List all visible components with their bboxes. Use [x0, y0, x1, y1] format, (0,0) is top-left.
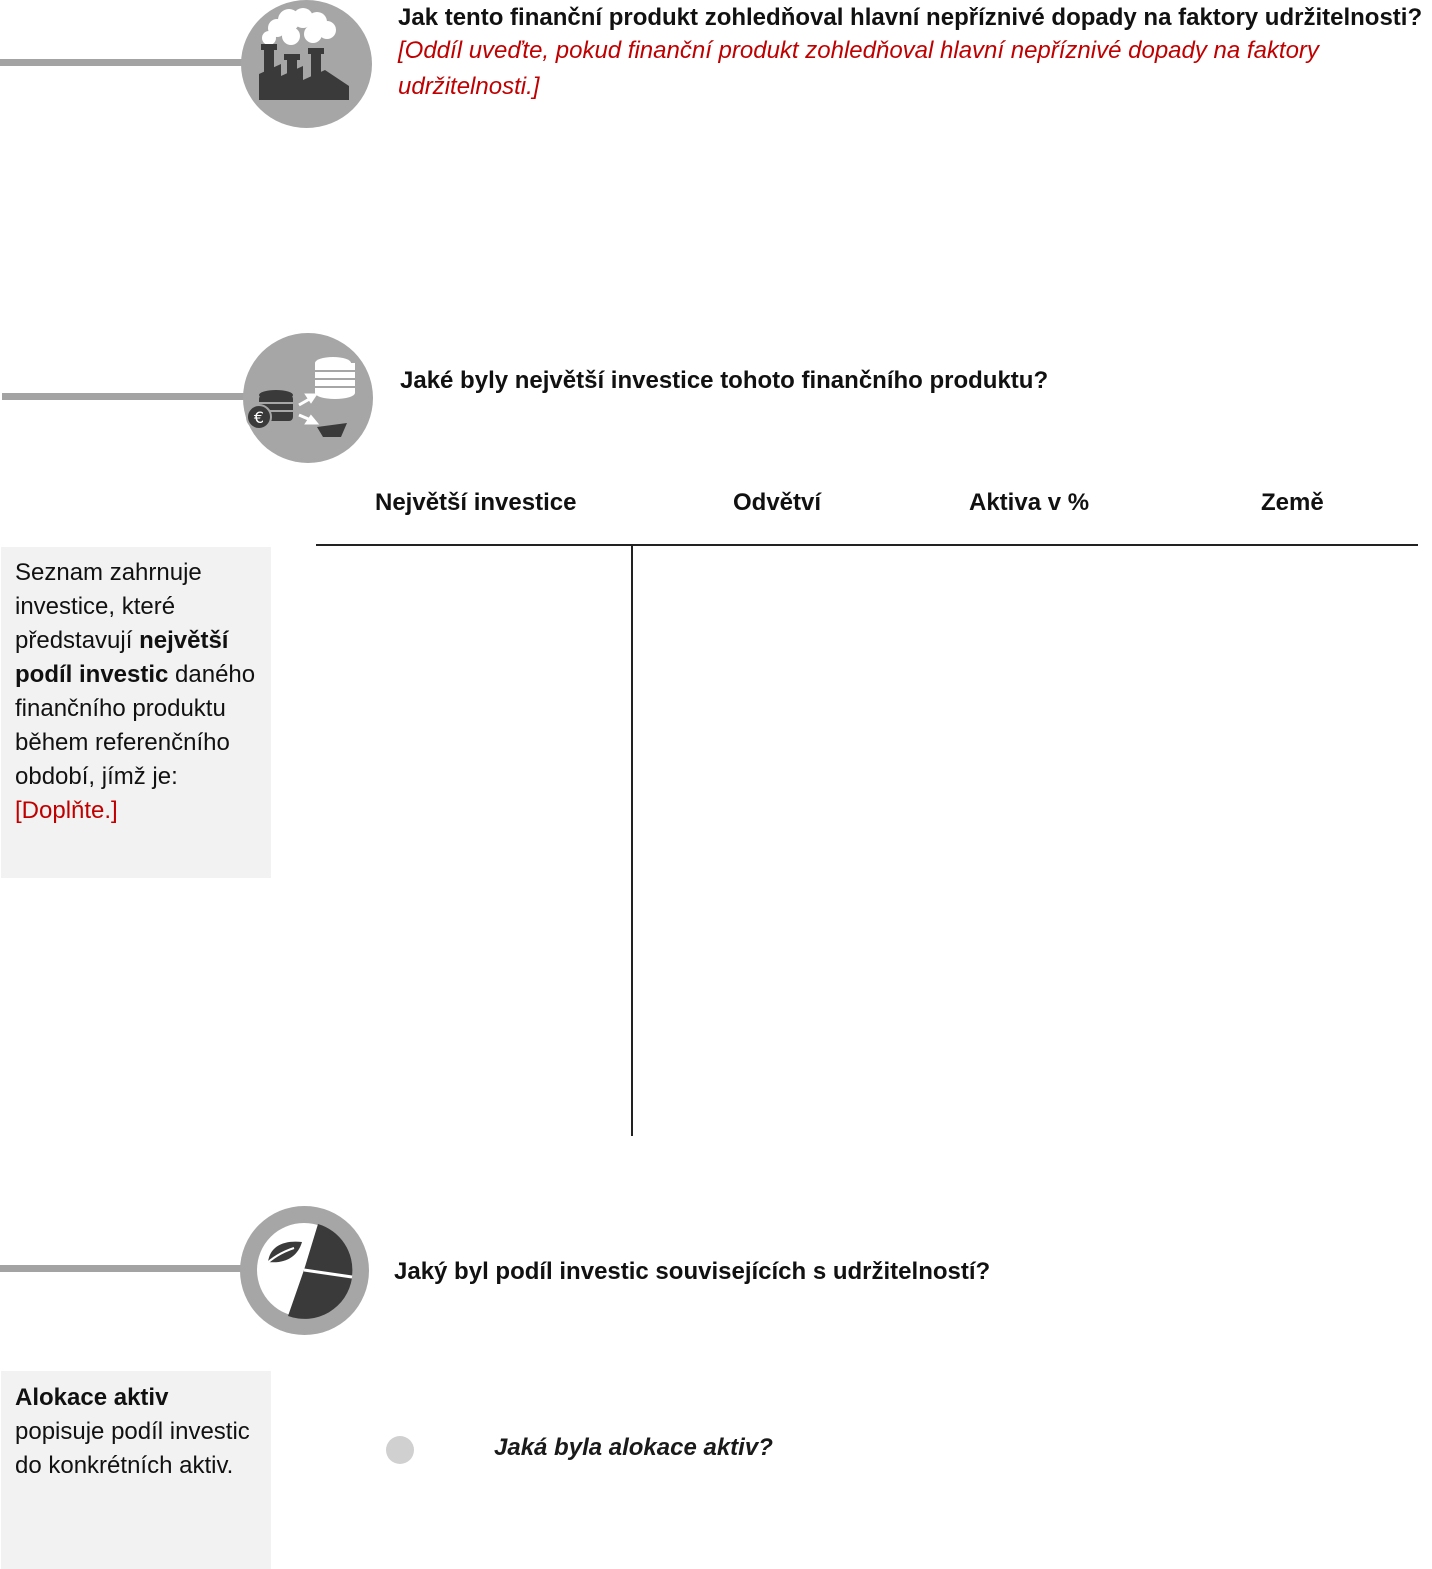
coins-icon-circle — [243, 333, 373, 463]
table-header-sector: Odvětví — [733, 489, 822, 516]
factory-icon — [241, 0, 372, 128]
table-column-divider — [631, 546, 633, 1136]
section-pai-title: Jak tento finanční produkt zohledňoval hlavní nepříznivé dopady na faktory udržitelnosti? — [398, 4, 1423, 31]
table-header-assets-percent: Aktiva v % — [969, 489, 1090, 516]
table-header-rule — [316, 544, 1418, 546]
table-header-country: Země — [1261, 489, 1324, 516]
note-text-bold: největší podíl investic — [15, 627, 229, 688]
asset-allocation-note-box — [1, 1371, 271, 1569]
section-connector-line — [2, 393, 252, 400]
table-header-largest-investments: Největší investice — [375, 489, 577, 516]
pie-icon-circle — [240, 1206, 369, 1335]
section-connector-line — [0, 59, 250, 66]
section-connector-line — [0, 1265, 250, 1272]
svg-text:€: € — [253, 408, 265, 427]
leaf-pie-chart-icon — [240, 1206, 369, 1335]
allocation-text-bold: Alokace aktiv — [15, 1384, 169, 1411]
section-top-investments-title: Jaké byly největší investice tohoto finančního produktu? — [400, 367, 1049, 394]
note-placeholder[interactable]: [Doplňte.] — [15, 797, 118, 824]
coins-exchange-icon — [243, 333, 373, 463]
note-text-after: daného finančního produktu během referenčního období, jímž je: — [15, 661, 256, 790]
section-pai-instruction: [Oddíl uveďte, pokud finanční produkt zohledňoval hlavní nepříznivé dopady na faktory udržitelnosti.] — [398, 37, 1319, 100]
note-text-before: Seznam zahrnuje investice, které představují — [15, 559, 202, 654]
factory-icon-circle — [241, 0, 372, 128]
allocation-text-after: popisuje podíl investic do konkrétních aktiv. — [15, 1418, 250, 1479]
top-investments-note-box — [1, 547, 271, 878]
bullet-dot — [386, 1436, 414, 1464]
section-sustainability-title: Jaký byl podíl investic souvisejících s udržitelností? — [394, 1258, 991, 1285]
asset-allocation-question: Jaká byla alokace aktiv? — [494, 1434, 773, 1461]
